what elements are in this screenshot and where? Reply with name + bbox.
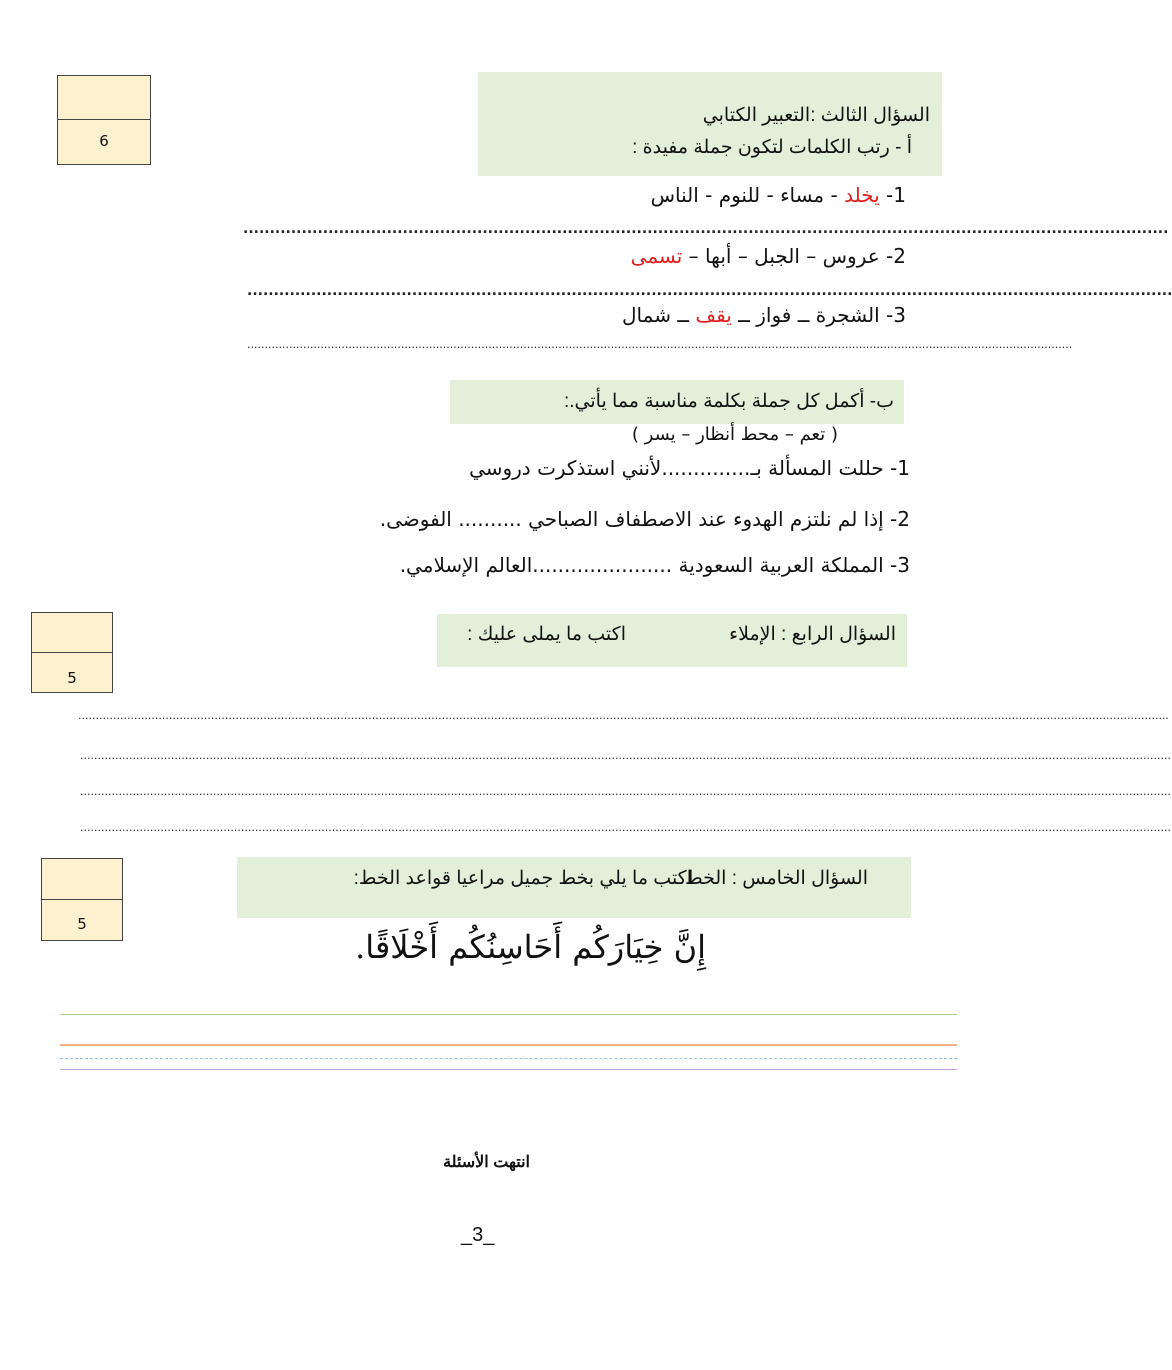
q5-instruction: اكتب ما يلي بخط جميل مراعيا قواعد الخط: — [353, 868, 692, 889]
end-of-questions: انتهت الأسئلة — [443, 1154, 530, 1171]
item-verb-red: يقف — [695, 303, 732, 327]
guide-line-base[interactable] — [60, 1069, 957, 1070]
score-box-blank — [58, 76, 150, 120]
item-number: 1- — [879, 183, 906, 207]
q3-part-b-instruction: ب- أكمل كل جملة بكلمة مناسبة مما يأتي.: — [564, 391, 894, 412]
fill-sentence-1: 1- حللت المسألة بـ..............لأنني استذكرت دروسي — [469, 456, 910, 480]
score-box-q3 — [57, 75, 151, 165]
score-box-q5 — [41, 858, 123, 941]
guide-line-upper[interactable] — [60, 1044, 957, 1046]
dictation-line-2[interactable]: ........................................................................................................................................................................................................................................................................................................................ — [80, 749, 1171, 762]
item-number: 2- — [879, 244, 906, 268]
page-number: _3_ — [461, 1224, 495, 1246]
answer-line-1[interactable]: .............................................................................................................................................................................. — [243, 221, 1169, 237]
score-box-q4 — [31, 612, 113, 693]
answer-line-3[interactable]: ............................................................................................................................................................................................................................................ — [247, 338, 1073, 351]
item-pre: الشجرة ــ فواز ــ — [731, 303, 880, 327]
dictation-line-4[interactable]: ........................................................................................................................................................................................................................................................................................................................ — [80, 821, 1171, 834]
answer-line-2[interactable]: .............................................................................................................................................................................. — [247, 283, 1172, 299]
q4-instruction: اكتب ما يملى عليك : — [467, 624, 626, 645]
q3-part-a-instruction: أ - رتب الكلمات لتكون جملة مفيدة : — [632, 137, 912, 158]
guide-line-top[interactable] — [60, 1014, 957, 1015]
score-box-max: 5 — [77, 915, 87, 933]
score-box-blank — [32, 613, 112, 653]
q3-word-choices: ( تعم – محط أنظار – يسر ) — [631, 424, 838, 445]
guide-line-middle-dashed[interactable] — [60, 1058, 957, 1059]
dictation-line-3[interactable]: ........................................................................................................................................................................................................................................................................................................................ — [80, 785, 1171, 798]
dictation-line-1[interactable]: ........................................................................................................................................................................................................................................................................................................................ — [78, 709, 1169, 722]
q3-item-1 — [651, 183, 906, 207]
q3-item-3 — [622, 303, 906, 327]
q4-title: السؤال الرابع : الإملاء — [729, 624, 896, 645]
fill-sentence-3: 3- المملكة العربية السعودية ......................العالم الإسلامي. — [399, 553, 910, 577]
score-box-max: 6 — [99, 132, 109, 150]
item-verb-red: تسمى — [630, 244, 683, 268]
fill-sentence-2: 2- إذا لم نلتزم الهدوء عند الاصطفاف الصباحي .......... الفوضى. — [379, 507, 910, 531]
item-number: 3- — [879, 303, 906, 327]
item-verb-red: يخلد — [844, 183, 880, 207]
handwriting-sentence: إِنَّ خِيَارَكُم أَحَاسِنُكُم أَخْلَاقًا. — [355, 928, 706, 966]
item-post: - مساء - للنوم - الناس — [650, 183, 845, 207]
item-pre: عروس – الجبل – أبها – — [682, 244, 880, 268]
q3-item-2 — [631, 244, 906, 268]
score-box-blank — [42, 859, 122, 900]
item-post: ــ شمال — [622, 303, 696, 327]
q3-title: السؤال الثالث :التعبير الكتابي — [702, 105, 930, 126]
q5-title: السؤال الخامس : الخط — [685, 868, 868, 889]
score-box-max: 5 — [67, 669, 77, 687]
